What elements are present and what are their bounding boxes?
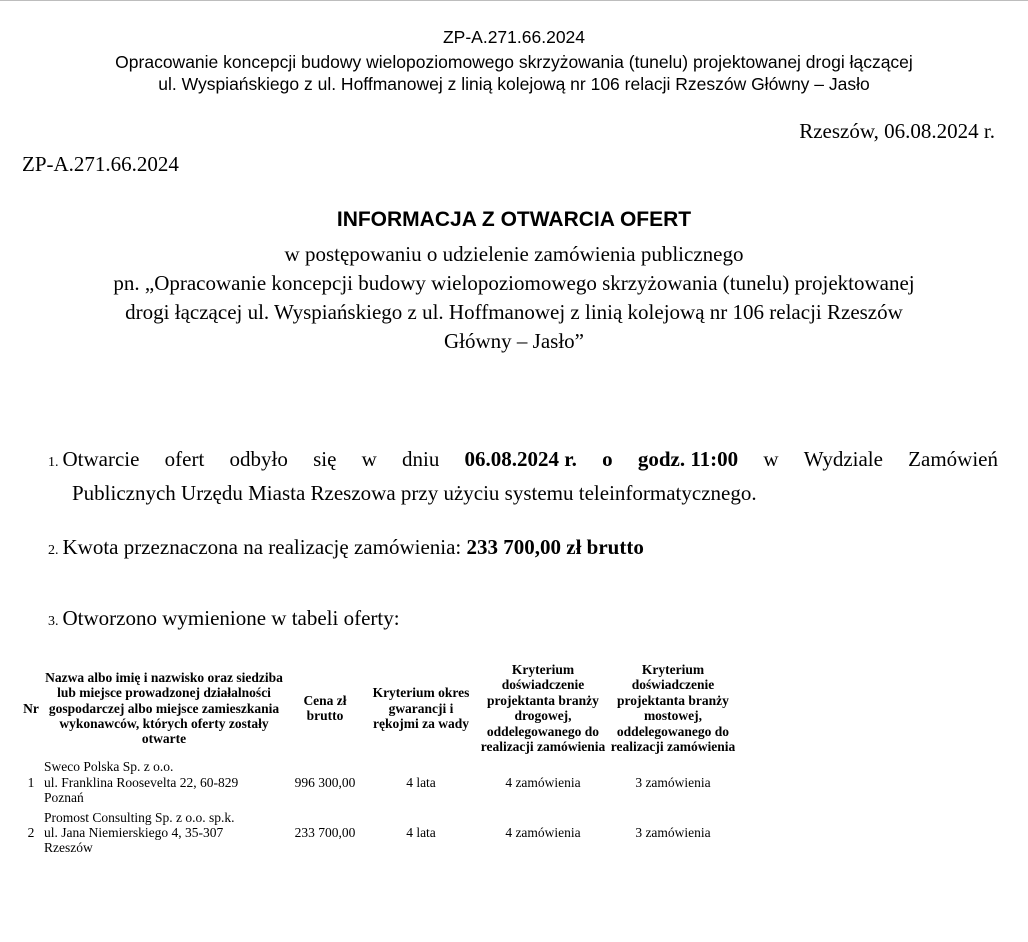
cell-nr: 2: [27, 825, 35, 841]
section-3-offers: [48, 603, 400, 637]
contractor-name: Sweco Polska Sp. z o.o.: [44, 759, 174, 775]
section-2-budget: [48, 532, 644, 566]
offers-table: [20, 660, 738, 857]
cell-price: 233 700,00: [294, 825, 356, 841]
contractor-address: ul. Jana Niemierskiego 4, 35-307: [44, 825, 224, 841]
document-header: [0, 26, 1028, 95]
column-header-price: Cena zł brutto: [303, 692, 347, 724]
document-title: INFORMACJA Z OTWARCIA OFERT: [336, 208, 692, 231]
budget-amount: 233 700,00 zł brutto: [466, 535, 644, 559]
table-row: [20, 756, 738, 806]
section-2-text: Kwota przeznaczona na realizację zamówienia:: [62, 535, 467, 559]
section-1-word: w: [361, 447, 377, 471]
section-1-word: w: [763, 447, 779, 471]
table-row: [20, 807, 738, 857]
section-3-number: 3.: [48, 614, 59, 629]
cell-nr: 1: [27, 774, 35, 790]
cell-contractor: [42, 756, 286, 806]
section-1-word: Otwarcie: [62, 447, 140, 471]
section-1-word: Wydziale: [803, 447, 883, 471]
opening-time: godz. 11:00: [637, 447, 739, 471]
table-header-row: [20, 660, 738, 756]
cell-road-designer: 4 zamówienia: [505, 825, 581, 841]
document-subtitle: [26, 240, 1002, 356]
section-1-word: się: [313, 447, 337, 471]
section-1-word: o: [602, 447, 613, 471]
column-header-nr: Nr: [23, 700, 39, 716]
place-and-date: Rzeszów, 06.08.2024 r.: [799, 119, 995, 143]
contractor-address: ul. Franklina Roosevelta 22, 60-829: [44, 774, 239, 790]
top-border-line: [0, 0, 1028, 1]
subtitle-line-2: pn. „Opracowanie koncepcji budowy wielopoziomowego skrzyżowania (tunelu) projektowanej: [113, 271, 915, 295]
header-title-line-2: ul. Wyspiańskiego z ul. Hoffmanowej z linią kolejową nr 106 relacji Rzeszów Główny – Jasło: [158, 74, 870, 94]
subtitle-line-4: Główny – Jasło”: [444, 329, 584, 353]
opening-date: 06.08.2024 r.: [464, 447, 577, 471]
cell-bridge-designer: 3 zamówienia: [635, 774, 711, 790]
column-header-road-designer: Kryterium doświadczenie projektanta branży drogowej, oddelegowanego do realizacji zamówienia: [480, 662, 606, 755]
header-title-line-1: Opracowanie koncepcji budowy wielopoziomowego skrzyżowania (tunelu) projektowanej drogi łączącej: [115, 52, 913, 72]
cell-road-designer: 4 zamówienia: [505, 774, 581, 790]
section-1-word: ofert: [164, 447, 205, 471]
section-3-text: Otworzono wymienione w tabeli oferty:: [62, 606, 400, 630]
contractor-name: Promost Consulting Sp. z o.o. sp.k.: [44, 809, 235, 825]
cell-bridge-designer: 3 zamówienia: [635, 825, 711, 841]
cell-warranty: 4 lata: [406, 825, 436, 841]
subtitle-line-1: w postępowaniu o udzielenie zamówienia publicznego: [284, 242, 744, 266]
header-reference-number: ZP-A.271.66.2024: [442, 27, 586, 47]
section-1-opening-info: [48, 444, 998, 508]
subtitle-line-3: drogi łączącej ul. Wyspiańskiego z ul. Hoffmanowej z linią kolejową nr 106 relacji Rzeszów: [125, 300, 903, 324]
cell-contractor: [42, 807, 286, 857]
column-header-warranty: Kryterium okres gwarancji i rękojmi za wady: [372, 685, 470, 731]
section-1-number: 1.: [48, 455, 59, 470]
section-1-word: odbyło: [229, 447, 288, 471]
section-1-line-2: Publicznych Urzędu Miasta Rzeszowa przy użyciu systemu teleinformatycznego.: [72, 481, 757, 505]
contractor-city: Rzeszów: [44, 840, 93, 856]
cell-warranty: 4 lata: [406, 774, 436, 790]
section-1-first-word: [48, 444, 139, 478]
column-header-bridge-designer: Kryterium doświadczenie projektanta branży mostowej, oddelegowanego do realizacji zamówienia: [610, 662, 736, 755]
contractor-city: Poznań: [44, 790, 84, 806]
section-1-line-1: [48, 444, 998, 478]
reference-number: ZP-A.271.66.2024: [22, 152, 179, 176]
section-2-number: 2.: [48, 543, 59, 558]
section-1-word: Zamówień: [908, 447, 998, 471]
column-header-name: Nazwa albo imię i nazwisko oraz siedziba lub miejsce prowadzonej działalności gospodarczej albo miejsce zamieszkania wykonawców, których oferty zostały otwarte: [45, 669, 283, 747]
cell-price: 996 300,00: [294, 774, 356, 790]
section-1-word: dniu: [401, 447, 440, 471]
